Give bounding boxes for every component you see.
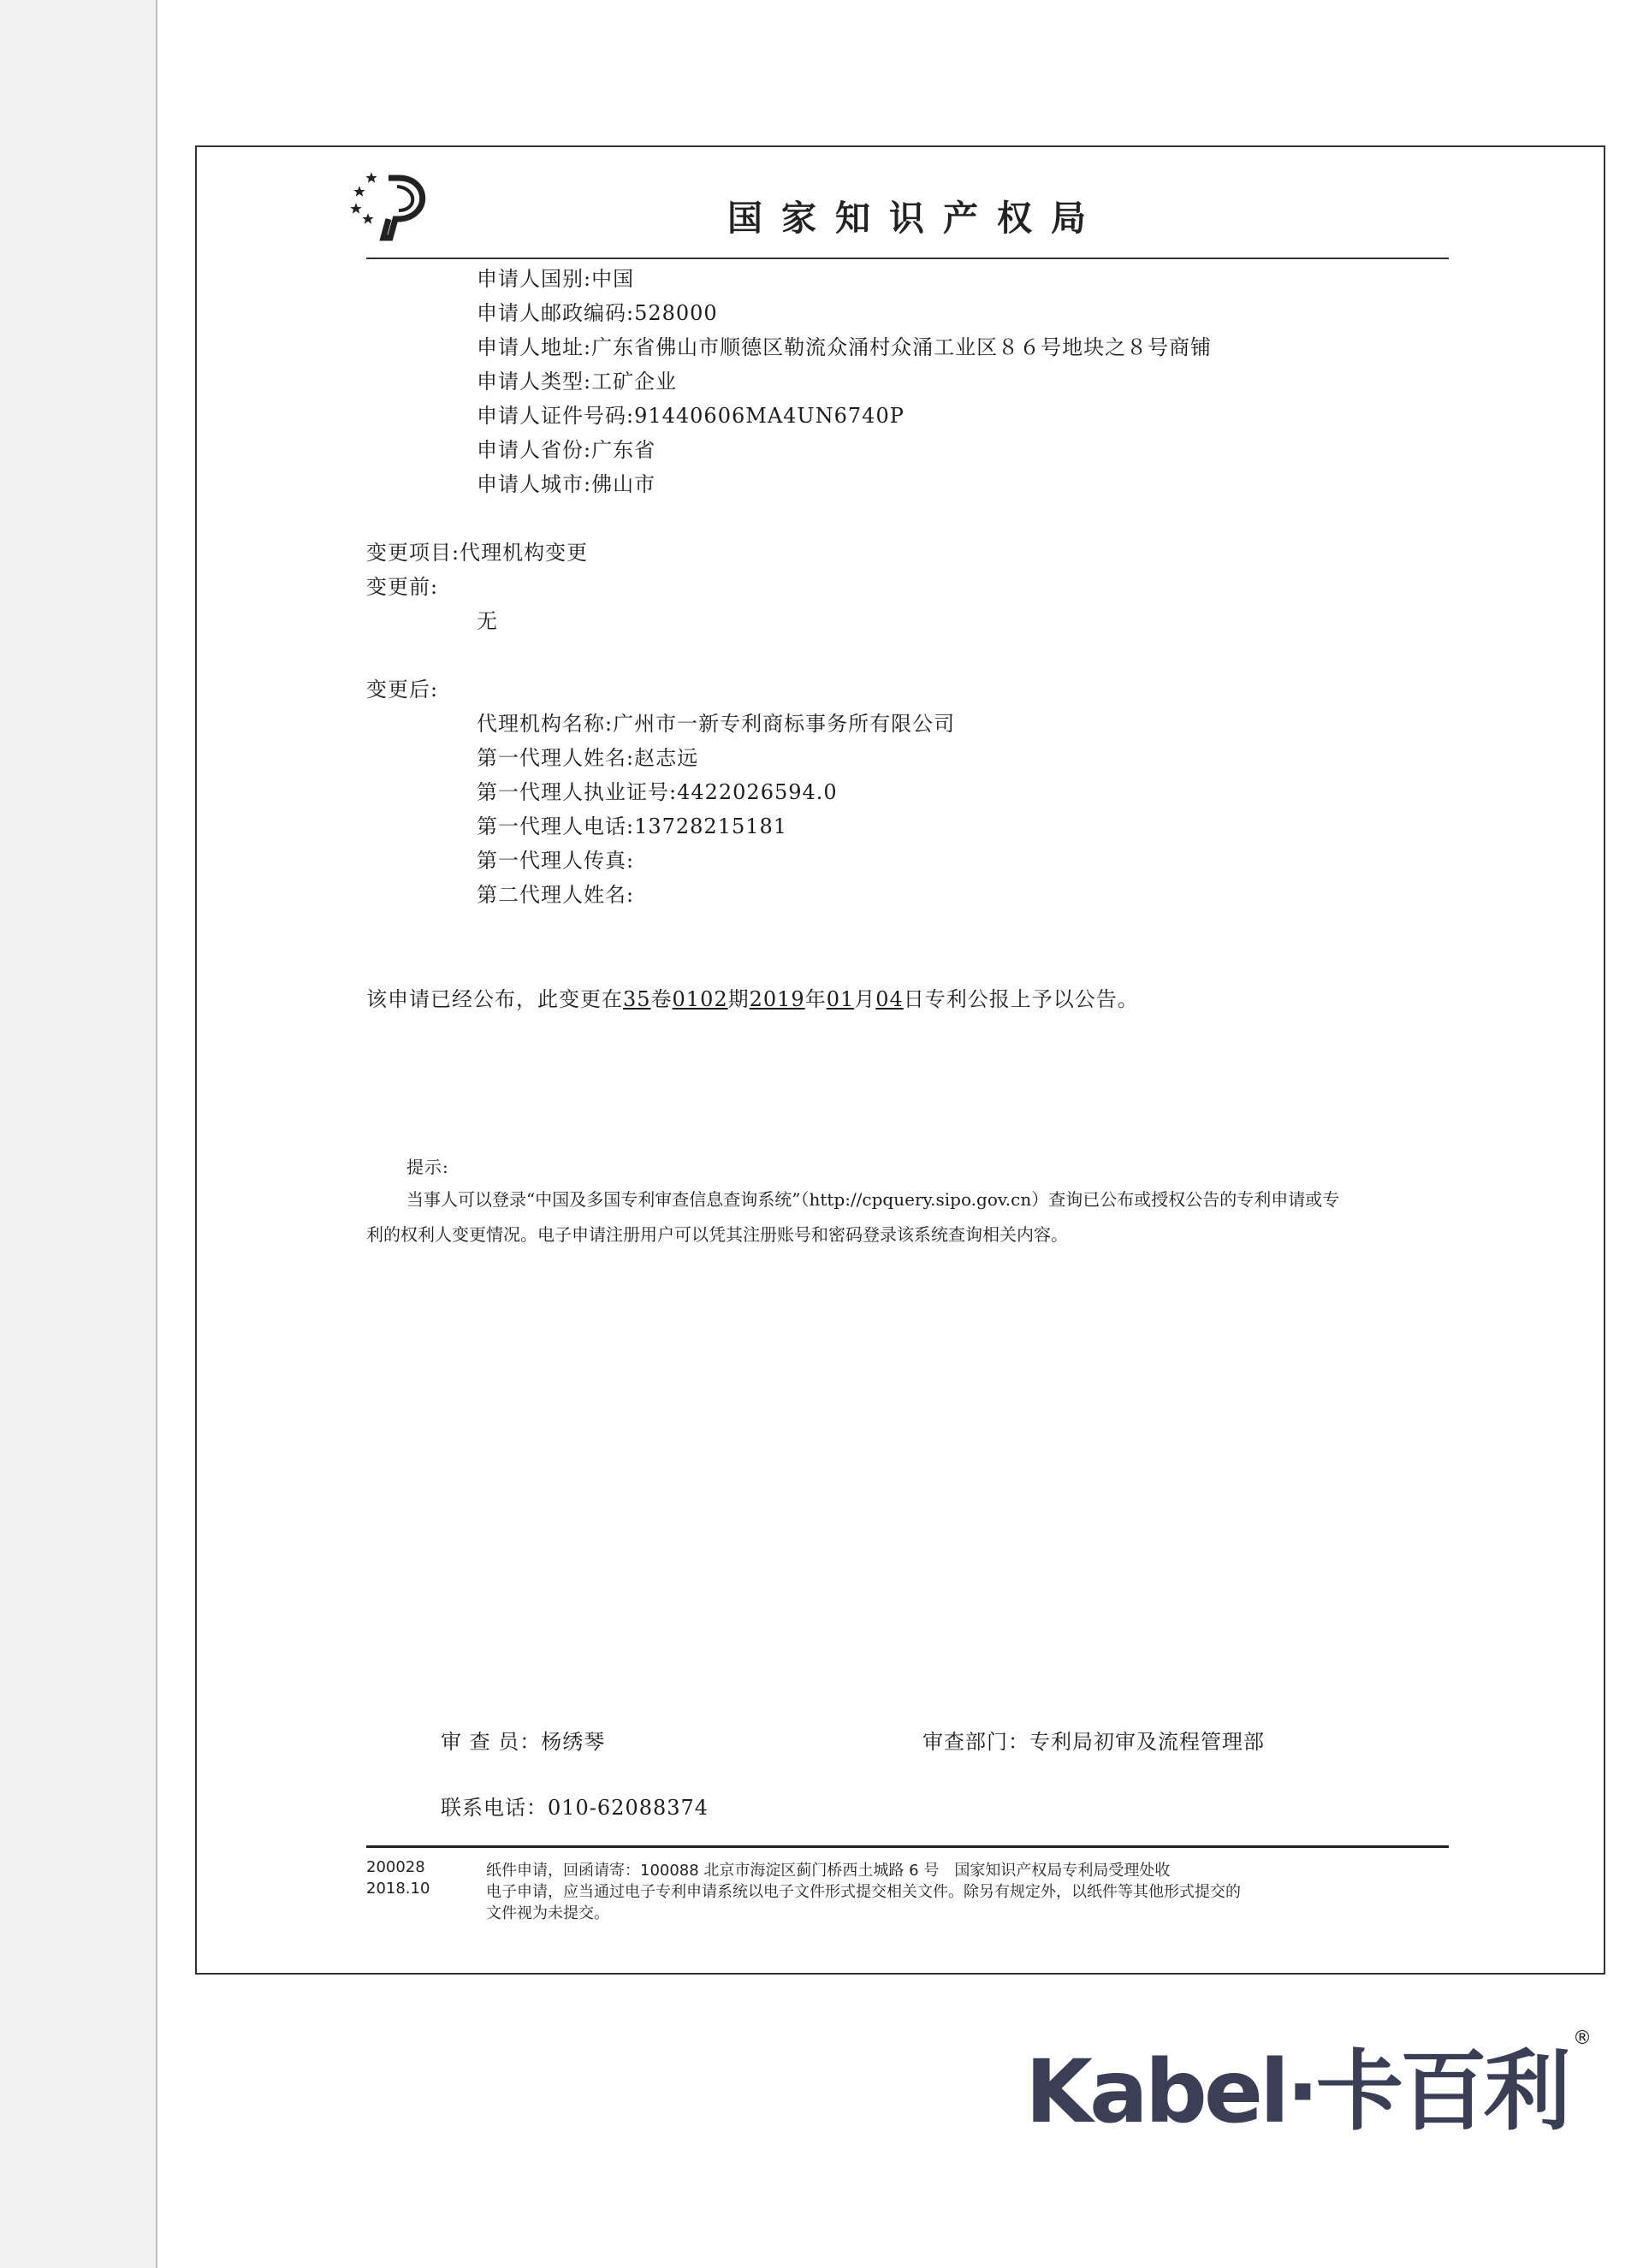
notice-label: 提示: (406, 1157, 449, 1177)
announcement-prefix: 该申请已经公布，此变更在 (366, 987, 623, 1011)
announcement-month: 01 (826, 987, 855, 1011)
announcement-issue-unit: 期 (727, 987, 750, 1011)
contact-phone: 联系电话：010-62088374 (441, 1796, 709, 1820)
office-title: 国家知识产权局 (727, 198, 1105, 239)
applicant-country: 申请人国别:中国 (477, 267, 635, 291)
announcement-day: 04 (875, 987, 904, 1011)
applicant-province: 申请人省份:广东省 (477, 438, 656, 462)
change-after-label: 变更后: (366, 678, 439, 702)
notice-line-2: 利的权利人变更情况。电子申请注册用户可以凭其注册账号和密码登录该系统查询相关内容。 (366, 1224, 1068, 1245)
applicant-address: 申请人地址:广东省佛山市顺德区勒流众涌村众涌工业区８６号地块之８号商铺 (477, 335, 1213, 359)
agency-name: 代理机构名称:广州市一新专利商标事务所有限公司 (477, 712, 956, 736)
agent1-fax: 第一代理人传真: (477, 849, 635, 873)
examiner: 审 查 员：杨绣琴 (441, 1730, 606, 1754)
announcement-volume: 35 (623, 987, 651, 1011)
footer-line-3: 文件视为未提交。 (486, 1904, 609, 1922)
footer-line-2: 电子申请，应当通过电子专利申请系统以电子文件形式提交相关文件。除另有规定外，以纸件等其他形式提交的 (486, 1883, 1241, 1901)
agent1-name: 第一代理人姓名:赵志远 (477, 746, 699, 770)
form-code: 200028 (366, 1858, 425, 1876)
agent1-phone: 第一代理人电话:13728215181 (477, 814, 788, 838)
announcement-year-unit: 年 (804, 987, 827, 1011)
header-divider (366, 258, 1449, 259)
applicant-postcode: 申请人邮政编码:528000 (477, 301, 718, 325)
form-date: 2018.10 (366, 1880, 430, 1898)
announcement-issue: 0102 (672, 987, 728, 1011)
page-left-margin (0, 0, 157, 2268)
examining-department: 审查部门：专利局初审及流程管理部 (922, 1730, 1265, 1754)
change-before-label: 变更前: (366, 575, 439, 599)
announcement-volume-unit: 卷 (650, 987, 673, 1011)
footer-divider (366, 1845, 1449, 1848)
footer-line-1: 纸件申请，回函请寄：100088 北京市海淀区蓟门桥西土城路 6 号 国家知识产权局专利局受理处收 (486, 1862, 1171, 1880)
registered-mark: ® (1573, 2028, 1592, 2049)
notice-line-1: 当事人可以登录“中国及多国专利审查信息查询系统”（http://cpquery.sipo.gov.cn）查询已公布或授权公告的专利申请或专 (406, 1189, 1340, 1210)
applicant-id-number: 申请人证件号码:91440606MA4UN6740P (477, 404, 905, 428)
announcement-year: 2019 (749, 987, 805, 1011)
agent2-name: 第二代理人姓名: (477, 883, 635, 907)
cnipa-logo-icon (347, 171, 442, 244)
agent1-license: 第一代理人执业证号:4422026594.0 (477, 780, 838, 804)
change-item: 变更项目:代理机构变更 (366, 541, 589, 565)
kabel-brand-logo (1018, 2043, 1600, 2137)
brand-wordmark: Kabel·卡百利 (1025, 2043, 1568, 2137)
applicant-city: 申请人城市:佛山市 (477, 472, 656, 496)
applicant-type: 申请人类型:工矿企业 (477, 370, 678, 394)
announcement-suffix: 日专利公报上予以公告。 (903, 987, 1139, 1011)
change-before-value: 无 (477, 609, 498, 633)
announcement-month-unit: 月 (854, 987, 876, 1011)
announcement-statement (366, 982, 1139, 1012)
